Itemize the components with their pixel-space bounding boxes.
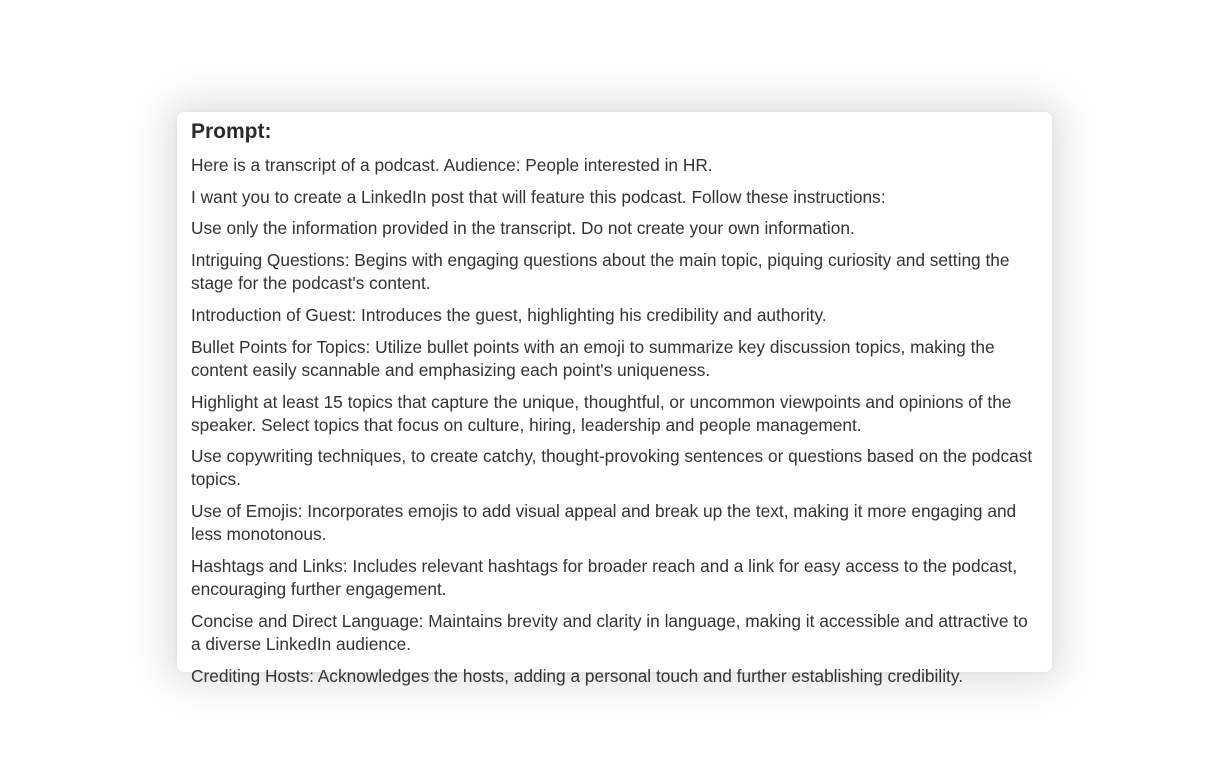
prompt-card	[177, 112, 1052, 686]
prompt-line: Introduction of Guest: Introduces the guest, highlighting his credibility and authority.	[191, 304, 827, 325]
prompt-line: Crediting Hosts: Acknowledges the hosts, adding a personal touch and further establishing credibility.	[191, 665, 964, 686]
prompt-line: Use only the information provided in the transcript. Do not create your own information.	[191, 218, 855, 239]
prompt-line: Bullet Points for Topics: Utilize bullet points with an emoji to summarize key discussion topics, making the content easily scannable and emphasizing each point's uniqueness.	[191, 336, 995, 380]
prompt-line: Concise and Direct Language: Maintains brevity and clarity in language, making it accessible and attractive to a diverse LinkedIn audience.	[191, 610, 1028, 654]
prompt-line: Here is a transcript of a podcast. Audience: People interested in HR.	[191, 154, 713, 175]
prompt-line: Intriguing Questions: Begins with engaging questions about the main topic, piquing curiosity and setting the stage for the podcast's content.	[191, 250, 1010, 294]
prompt-line: I want you to create a LinkedIn post that will feature this podcast. Follow these instructions:	[191, 186, 886, 207]
prompt-line: Highlight at least 15 topics that capture the unique, thoughtful, or uncommon viewpoints and opinions of the speaker. Select topics that focus on culture, hiring, leadership and people management.	[191, 391, 1012, 435]
prompt-title: Prompt:	[191, 120, 272, 143]
prompt-line: Use copywriting techniques, to create catchy, thought-provoking sentences or questions based on the podcast topics.	[191, 446, 1033, 490]
prompt-instructions-list	[191, 154, 1038, 688]
prompt-line: Hashtags and Links: Includes relevant hashtags for broader reach and a link for easy access to the podcast, encouraging further engagement.	[191, 555, 1018, 599]
prompt-line: Use of Emojis: Incorporates emojis to add visual appeal and break up the text, making it more engaging and less monotonous.	[191, 501, 1017, 545]
